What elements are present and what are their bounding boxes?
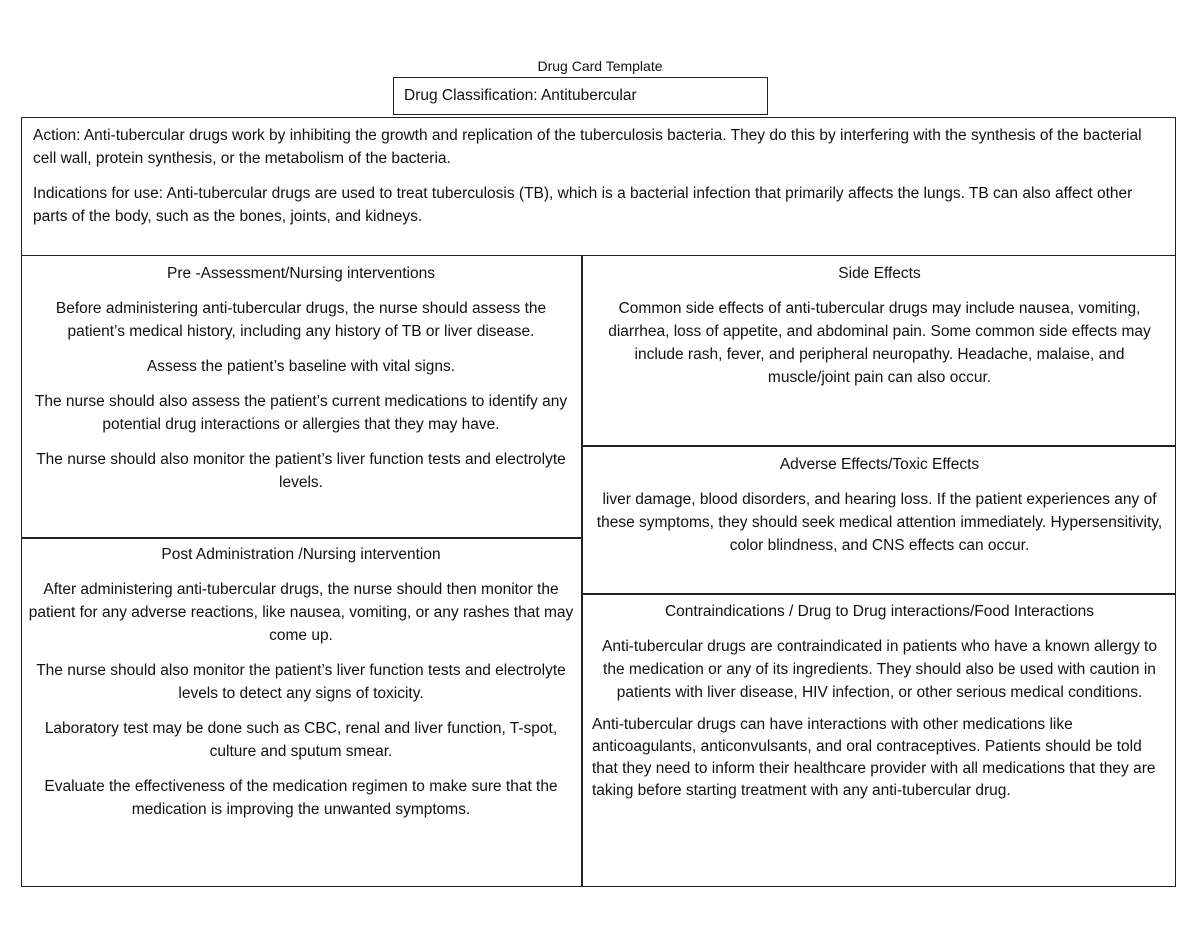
pre-assessment-paragraph: Assess the patient’s baseline with vital signs.	[146, 358, 456, 375]
action-indications-section	[21, 117, 1176, 256]
adverse-effects-heading: Adverse Effects/Toxic Effects	[779, 456, 980, 473]
drug-interactions-paragraph: Anti-tubercular drugs can have interactions with other medications like anticoagulants, anticonvulsants, and oral contraceptives. Patients should be told that they need to inform their healthcare provider with all medications that they are taking before starting treatment with any anti-tubercular drug.	[592, 716, 1156, 799]
drug-classification-box: Drug Classification: Antitubercular	[393, 77, 768, 115]
pre-assessment-paragraph: The nurse should also assess the patient’s current medications to identify any potential drug interactions or allergies that they may have.	[34, 393, 568, 433]
contraindications-section	[592, 600, 1167, 814]
contraindications-paragraph: Anti-tubercular drugs are contraindicated in patients who have a known allergy to the medication or any of its ingredients. They should also be used with caution in patients with liver disease, HIV infection, or other serious medical conditions.	[602, 638, 1157, 701]
post-administration-section	[26, 543, 576, 833]
side-effects-heading: Side Effects	[838, 265, 921, 282]
right-row-divider-1	[581, 445, 1176, 447]
adverse-effects-section	[592, 453, 1167, 569]
pre-assessment-section	[26, 262, 576, 506]
column-divider	[581, 255, 583, 887]
adverse-effects-paragraph: liver damage, blood disorders, and hearing loss. If the patient experiences any of these symptoms, they should seek medical attention immediately. Hypersensitivity, color blindness, and CNS effects can occur.	[596, 491, 1163, 554]
right-row-divider-2	[581, 593, 1176, 595]
side-effects-paragraph: Common side effects of anti-tubercular drugs may include nausea, vomiting, diarrhea, loss of appetite, and abdominal pain. Some common side effects may include rash, fever, and peripheral neuropathy. Headache, malaise, and muscle/joint pain can also occur.	[608, 300, 1151, 386]
side-effects-section	[592, 262, 1167, 401]
indications-text: Indications for use: Anti-tubercular drugs are used to treat tuberculosis (TB), which is a bacterial infection that primarily affects the lungs. TB can also affect other parts of the body, such as the bones, joints, and kidneys.	[33, 185, 1133, 225]
pre-assessment-paragraph: Before administering anti-tubercular drugs, the nurse should assess the patient’s medical history, including any history of TB or liver disease.	[55, 300, 547, 340]
document-title: Drug Card Template	[537, 58, 663, 74]
post-administration-paragraph: After administering anti-tubercular drugs, the nurse should then monitor the patient for any adverse reactions, like nausea, vomiting, or any rashes that may come up.	[28, 581, 574, 644]
action-text: Action: Anti-tubercular drugs work by inhibiting the growth and replication of the tuberculosis bacteria. They do this by interfering with the synthesis of the bacterial cell wall, protein synthesis, or the metabolism of the bacteria.	[33, 127, 1142, 167]
post-administration-paragraph: Laboratory test may be done such as CBC, renal and liver function, T-spot, culture and sputum smear.	[44, 720, 558, 760]
left-row-divider	[21, 537, 582, 539]
post-administration-paragraph: Evaluate the effectiveness of the medication regimen to make sure that the medication is improving the unwanted symptoms.	[44, 778, 558, 818]
contraindications-heading: Contraindications / Drug to Drug interactions/Food Interactions	[664, 603, 1095, 620]
post-administration-heading: Post Administration /Nursing intervention	[161, 546, 441, 563]
pre-assessment-paragraph: The nurse should also monitor the patient’s liver function tests and electrolyte levels.	[36, 451, 566, 491]
post-administration-paragraph: The nurse should also monitor the patient’s liver function tests and electrolyte levels to detect any signs of toxicity.	[36, 662, 566, 702]
pre-assessment-heading: Pre -Assessment/Nursing interventions	[167, 265, 435, 282]
